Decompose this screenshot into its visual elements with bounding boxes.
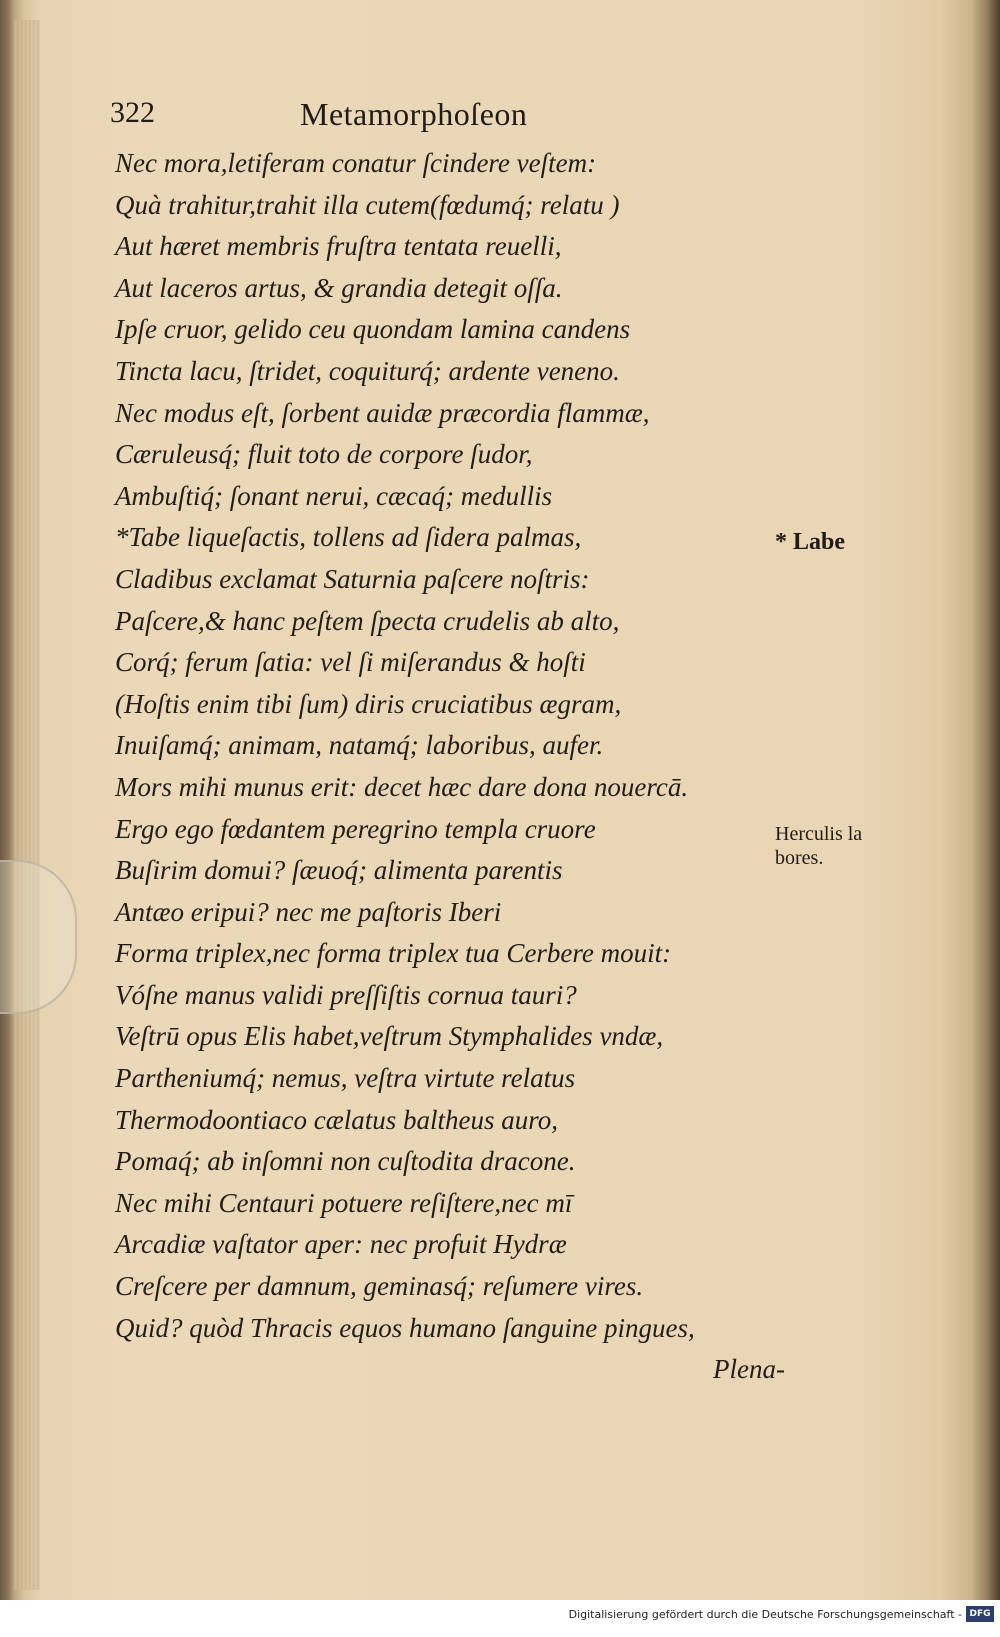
verse-line: Corq́; ferum ſatia: vel ſi miſerandus & hoſti [115, 647, 586, 678]
verse-line: Ipſe cruor, gelido ceu quondam lamina candens [115, 314, 631, 345]
verse-line: Nec modus eſt, ſorbent auidæ præcordia flammæ, [115, 397, 650, 428]
book-gutter-right [972, 0, 1000, 1600]
catchword: Plena- [713, 1354, 785, 1385]
digitization-footer [0, 1600, 1000, 1637]
verse-line: Tincta lacu, ſtridet, coquiturq́; ardente veneno. [115, 355, 620, 386]
verse-line: (Hoſtis enim tibi ſum) diris cruciatibus ægram, [115, 688, 622, 719]
verse-line: Creſcere per damnum, geminasq́; reſumere vires. [115, 1271, 644, 1302]
marginal-note-labe: * Labe [775, 529, 846, 555]
marginal-note-line: bores. [775, 847, 824, 869]
verse-line: Vóſne manus validi preſſiſtis cornua tauri? [115, 979, 577, 1010]
verse-line: Aut laceros artus, & grandia detegit oſſa. [115, 272, 563, 303]
verse-line: Forma triplex,nec forma triplex tua Cerbere mouit: [115, 938, 672, 969]
verse-line: Partheniumq́; nemus, veſtra virtute relatus [115, 1063, 576, 1094]
marginal-note-herculis [775, 822, 935, 870]
verse-line: Mors mihi munus erit: decet hæc dare dona nouercā. [115, 771, 689, 802]
page-header [110, 96, 810, 140]
verse-line: Antæo eripui? nec me paſtoris Iberi [115, 896, 502, 927]
running-title: Metamorphoſeon [300, 96, 528, 132]
verse-line: Quà trahitur,trahit illa cutem(fœdumq́; relatu ) [115, 189, 620, 220]
verse-line: Ergo ego fœdantem peregrino templa cruore [115, 813, 596, 844]
verse-line: Arcadiæ vaſtator aper: nec profuit Hydræ [115, 1229, 567, 1260]
verse-line: Cæruleusq́; fluit toto de corpore ſudor, [115, 439, 533, 470]
verse-line: Quid? quòd Thracis equos humano ſanguine pingues, [115, 1312, 695, 1343]
verse-line: Aut hæret membris fruſtra tentata reuelli, [115, 231, 562, 262]
verse-line: Nec mihi Centauri potuere reſiſtere,nec mī [115, 1187, 573, 1218]
verse-line: *Tabe liqueſactis, tollens ad ſidera palmas, [115, 522, 582, 553]
verse-line: Cladibus exclamat Saturnia paſcere noſtris: [115, 563, 590, 594]
verse-line: Buſirim domui? ſæuoq́; alimenta parentis [115, 855, 563, 886]
verse-line: Ambuſtiq́; ſonant nerui, cæcaq́; medullis [115, 480, 553, 511]
page-number: 322 [110, 96, 155, 129]
dfg-logo-icon: DFG [966, 1606, 994, 1622]
marginal-note-line: Herculis la [775, 823, 863, 845]
verse-line: Veſtrū opus Elis habet,veſtrum Stymphalides vndæ, [115, 1021, 664, 1052]
page-edges-left [14, 20, 40, 1590]
verse-line: Nec mora,letiferam conatur ſcindere veſtem: [115, 148, 597, 178]
verse-text-block [115, 143, 795, 1391]
verse-line: Thermodoontiaco cælatus baltheus auro, [115, 1104, 558, 1135]
verse-line: Pomaq́; ab inſomni non cuſtodita dracone. [115, 1146, 576, 1177]
verse-line: Paſcere,& hanc peſtem ſpecta crudelis ab alto, [115, 605, 620, 636]
funding-credit: Digitalisierung gefördert durch die Deutsche Forschungsgemeinschaft - [568, 1608, 962, 1621]
verse-line: Inuiſamq́; animam, natamq́; laboribus, aufer. [115, 730, 604, 761]
page-clip [0, 860, 77, 1014]
